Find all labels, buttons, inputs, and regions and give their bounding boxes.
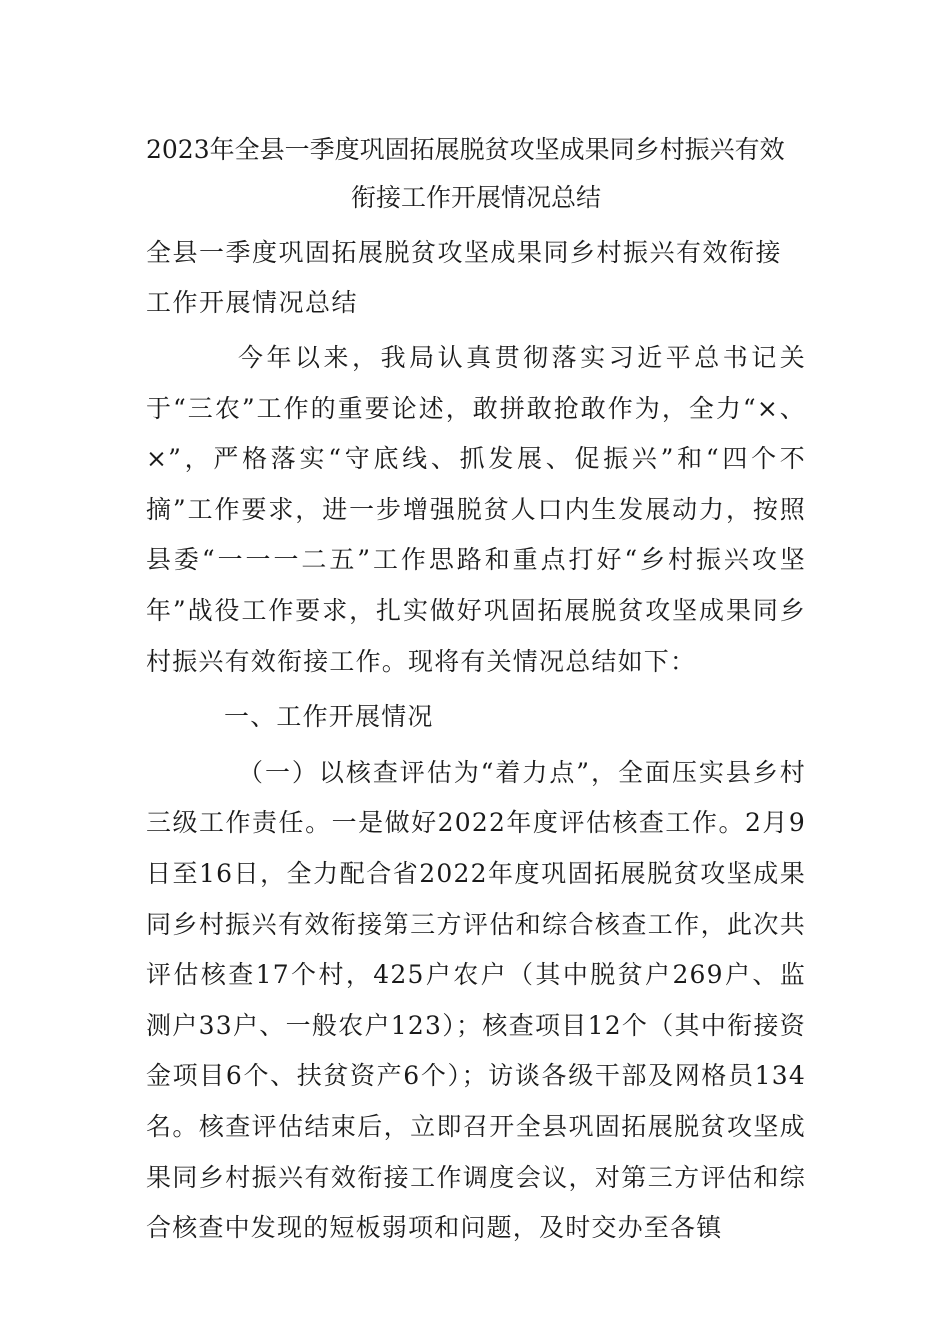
- section-heading-1: 一、工作开展情况: [224, 702, 434, 732]
- section-1-paragraph-1: （一）以核查评估为“着力点”，全面压实县乡村三级工作责任。一是做好2022年度评估核查工作。2月9日至16日，全力配合省2022年度巩固拓展脱贫攻坚成果同乡村振兴有效衔接第三方评估和综合核查工作，此次共评估核查17个村，425户农户（其中脱贫户269户、监测户33户、一般农户123）；核查项目12个（其中衔接资金项目6个、扶贫资产6个）；访谈各级干部及网格员134名。核查评估结束后，立即召开全县巩固拓展脱贫攻坚成果同乡村振兴有效衔接工作调度会议，对第三方评估和综合核查中发现的短板弱项和问题，及时交办至各镇: [146, 757, 806, 1243]
- intro-paragraph: 今年以来，我局认真贯彻落实习近平总书记关于“三农”工作的重要论述，敢拼敢抢敢作为，全力“×、×”，严格落实“守底线、抓发展、促振兴”和“四个不摘”工作要求，进一步增强脱贫人口内生发展动力，按照县委“一一一二五”工作思路和重点打好“乡村振兴攻坚年”战役工作要求，扎实做好巩固拓展脱贫攻坚成果同乡村振兴有效衔接工作。现将有关情况总结如下：: [146, 343, 806, 676]
- document-page: [146, 126, 806, 1254]
- document-title-line-1: 2023年全县一季度巩固拓展脱贫攻坚成果同乡村振兴有效: [146, 135, 785, 164]
- document-subtitle: 全县一季度巩固拓展脱贫攻坚成果同乡村振兴有效衔接工作开展情况总结: [146, 238, 783, 317]
- document-title-line-2: 衔接工作开展情况总结: [350, 183, 601, 212]
